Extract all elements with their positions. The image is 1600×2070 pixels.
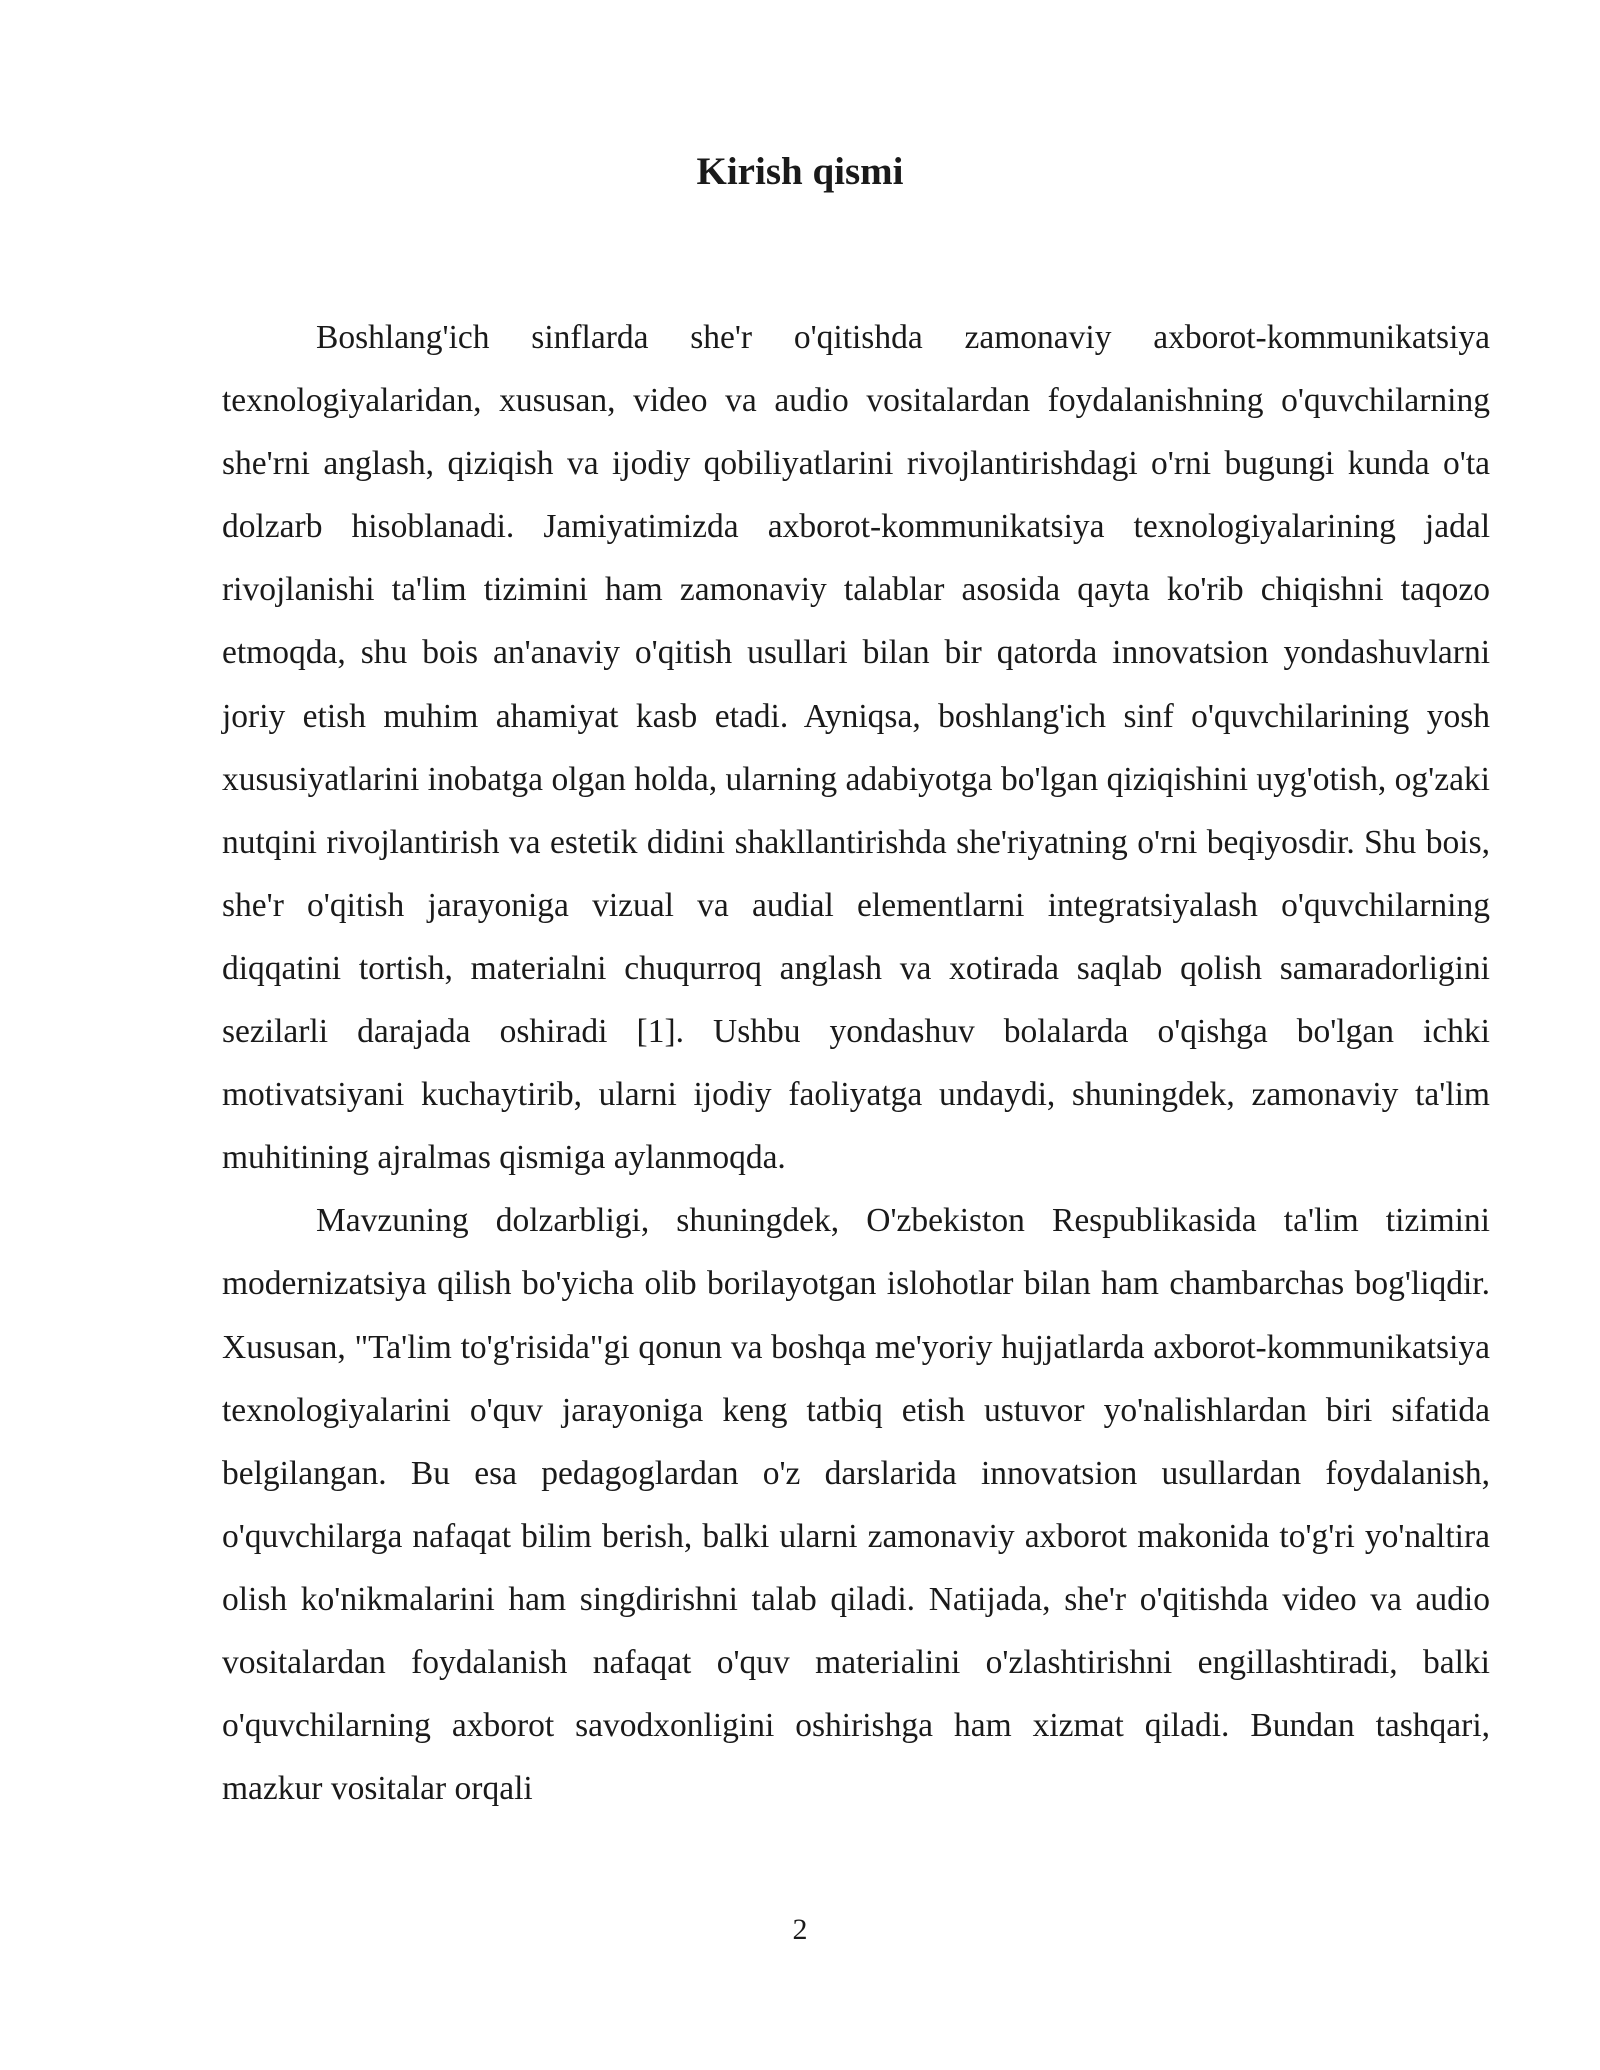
paragraph-1: Boshlang'ich sinflarda she'r o'qitishda zamonaviy axborot-kommunikatsiya texnologiyalaridan, xususan, video va audio vositalardan foydalanishning o'quvchilarning she'rni anglash, qiziqish va ijodiy qobiliyatlarini rivojlantirishdagi o'rni bugungi kunda o'ta dolzarb hisoblanadi. Jamiyatimizda axborot-kommunikatsiya texnologiyalarining jadal rivojlanishi ta'lim tizimini ham zamonaviy talablar asosida qayta ko'rib chiqishni taqozo etmoqda, shu bois an'anaviy o'qitish usullari bilan bir qatorda innovatsion yondashuvlarni joriy etish muhim ahamiyat kasb etadi. Ayniqsa, boshlang'ich sinf o'quvchilarining yosh xususiyatlarini inobatga olgan holda, ularning adabiyotga bo'lgan qiziqishini uyg'otish, og'zaki nutqini rivojlantirish va estetik didini shakllantirishda she'riyatning o'rni beqiyosdir. Shu bois, she'r o'qitish jarayoniga vizual va audial elementlarni integratsiyalash o'quvchilarning diqqatini tortish, materialni chuqurroq anglash va xotirada saqlab qolish samaradorligini sezilarli darajada oshiradi [1]. Ushbu yondashuv bolalarda o'qishga bo'lgan ichki motivatsiyani kuchaytirib, ularni ijodiy faoliyatga undaydi, shuningdek, zamonaviy ta'lim muhitining ajralmas qismiga aylanmoqda. — [222, 319, 1490, 1177]
body-text — [222, 306, 1490, 1820]
paragraph-2: Mavzuning dolzarbligi, shuningdek, O'zbekiston Respublikasida ta'lim tizimini modernizatsiya qilish bo'yicha olib borilayotgan islohotlar bilan ham chambarchas bog'liqdir. Xususan, "Ta'lim to'g'risida"gi qonun va boshqa me'yoriy hujjatlarda axborot-kommunikatsiya texnologiyalarini o'quv jarayoniga keng tatbiq etish ustuvor yo'nalishlardan biri sifatida belgilangan. Bu esa pedagoglardan o'z darslarida innovatsion usullardan foydalanish, o'quvchilarga nafaqat bilim berish, balki ularni zamonaviy axborot makonida to'g'ri yo'naltira olish ko'nikmalarini ham singdirishni talab qiladi. Natijada, she'r o'qitishda video va audio vositalardan foydalanish nafaqat o'quv materialini o'zlashtirishni engillashtiradi, balki o'quvchilarning axborot savodxonligini oshirishga ham xizmat qiladi. Bundan tashqari, mazkur vositalar orqali — [222, 1202, 1490, 1808]
page-title: Kirish qismi — [696, 150, 904, 193]
page-number: 2 — [792, 1913, 808, 1946]
